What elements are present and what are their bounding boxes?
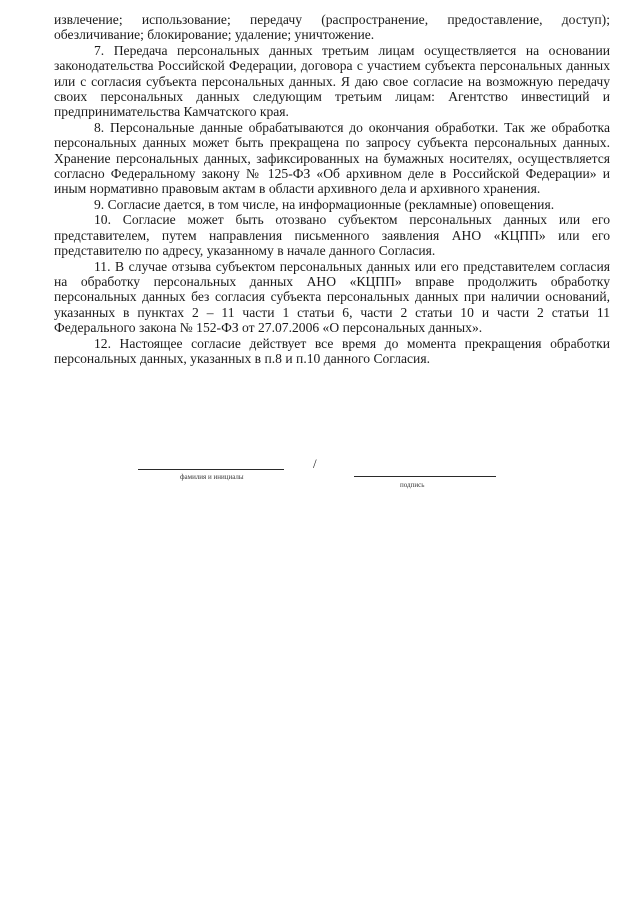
paragraph-8-processing-term: 8. Персональные данные обрабатываются до окончания обработки. Так же обработка персональных данных может быть прекращена по запросу субъекта персональных данных. Хранение персональных данных, зафиксированных на бумажных носителях, осуществляется согласно Федеральному закону № 125-ФЗ «Об архивном деле в Российской Федерации» и иным нормативно правовым актам в области архивного дела и архивного хранения. xyxy=(54,119,610,197)
paragraph-9-notifications: 9. Согласие дается, в том числе, на информационные (рекламные) оповещения. xyxy=(94,196,555,212)
paragraph-11-continued-processing: 11. В случае отзыва субъектом персональных данных или его представителем согласия на обработку персональных данных АНО «КЦПП» вправе продолжить обработку персональных данных без согласия субъекта персональных данных при наличии оснований, указанных в пунктах 2 – 11 части 1 статьи 6, части 2 статьи 10 и части 2 статьи 11 Федерального закона № 152-ФЗ от 27.07.2006 «О персональных данных». xyxy=(54,258,610,336)
name-caption: фамилия и инициалы xyxy=(180,473,244,481)
paragraph-7-third-party-transfer: 7. Передача персональных данных третьим лицам осуществляется на основании законодательства Российской Федерации, договора с участием субъекта персональных данных или с согласия субъекта персональных данных. Я даю свое согласие на возможную передачу своих персональных данных следующим третьим лицам: Агентство инвестиций и предпринимательства Камчатского края. xyxy=(54,42,610,120)
paragraph-10-withdrawal: 10. Согласие может быть отозвано субъектом персональных данных или его представителем, путем направления письменного заявления АНО «КЦПП» или его представителю по адресу, указанному в начале данного Согласия. xyxy=(54,212,610,259)
paragraph-continuation: извлечение; использование; передачу (распространение, предоставление, доступ); обезличивание; блокирование; удаление; уничтожение. xyxy=(54,12,610,43)
name-signature-line[interactable] xyxy=(138,469,284,470)
paragraph-12-validity: 12. Настоящее согласие действует все время до момента прекращения обработки персональных данных, указанных в п.8 и п.10 данного Согласия. xyxy=(54,335,610,366)
signature-line[interactable] xyxy=(354,476,496,477)
signature-caption: подпись xyxy=(400,481,425,489)
document-body xyxy=(54,12,610,366)
signature-separator: / xyxy=(313,456,317,471)
